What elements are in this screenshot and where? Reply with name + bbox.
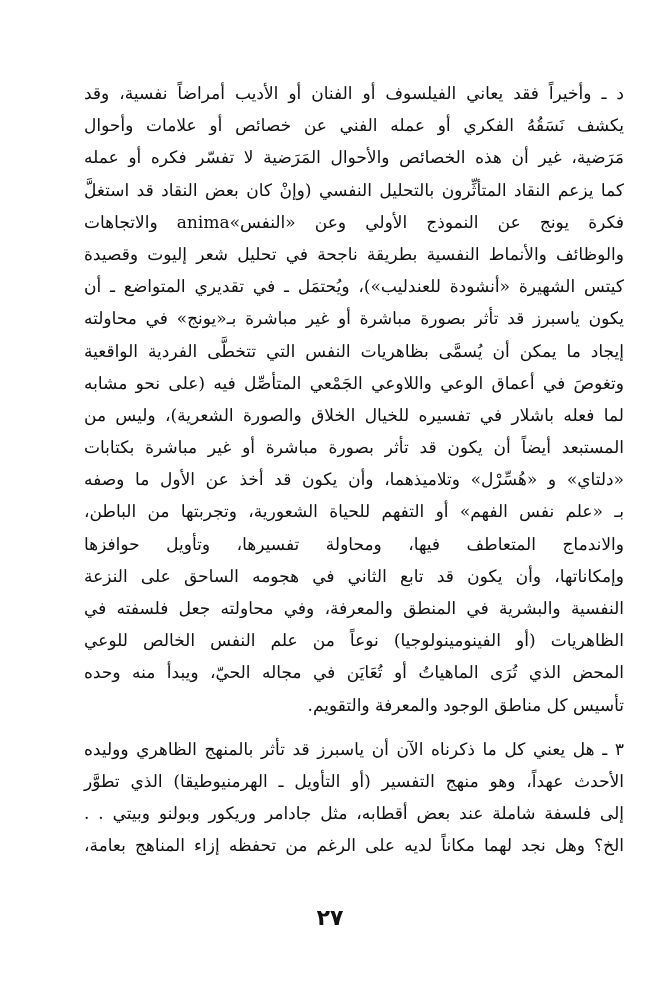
paragraph-gap bbox=[84, 722, 624, 734]
text-line: الخ؟ وهل نجد لهما مكاناً لديه على الرغم من تحفظه إزاء المناهج بعامة، bbox=[84, 836, 624, 857]
text-line: المستبعد أيضاً أن يكون قد تأثر بصورة مباشرة أو غير مباشرة بكتابات bbox=[84, 438, 624, 459]
text-line: وإمكاناتها، وأن يكون قد تابع الثاني في هجومه الساحق على النزعة bbox=[84, 566, 624, 587]
text-line: بـ «علم نفس الفهم» أو التفهم للحياة الشعورية، وتجربتها من الباطن، bbox=[84, 502, 624, 523]
text-line: يكون ياسبرز قد تأثر بصورة مباشرة أو غير مباشرة بـ«يونج» في محاولته bbox=[84, 309, 624, 330]
text-line: يكشف نَسَقُهُ الفكري أو عمله الفني عن خصائص أو علامات وأحوال bbox=[84, 116, 625, 137]
paragraph-d bbox=[84, 78, 624, 722]
text-line: النفسية والبشرية في المنطق والمعرفة، وفي محاولته جعل فلسفته في bbox=[84, 599, 624, 619]
paragraph-3 bbox=[84, 734, 624, 863]
body-text bbox=[84, 78, 624, 863]
text-line: فكرة يونج عن النموذج الأولي وعن «النفس»anima والاتجاهات bbox=[84, 212, 624, 233]
text-line: كيتس الشهيرة «أنشودة للعندليب»)، ويُحتمَل ـ في تقديري المتواضع ـ أن bbox=[84, 277, 624, 298]
text-line: والوظائف والأنماط النفسية بطريقة ناجحة في تحليل شعر إليوت وقصيدة bbox=[84, 244, 624, 265]
text-line: إلى فلسفة شاملة عند بعض أقطابه، مثل جادامر وريكور وبولنو وبيتي . . bbox=[84, 804, 624, 825]
text-line: والاندماج المتعاطف فيها، ومحاولة تفسيرها، وتأويل حوافزها bbox=[84, 534, 624, 555]
text-line: إيجاد ما يمكن أن يُسمَّى بظاهريات النفس التي تتخطَّى الفردية الواقعية bbox=[84, 341, 624, 362]
text-line: لما فعله باشلار في تفسيره للخيال الخلاق والصورة الشعرية)، وليس من bbox=[84, 405, 624, 426]
text-line: كما يزعم النقاد المتأثِّرون بالتحليل النفسي (وإنْ كان بعض النقاد قد استغلَّ bbox=[84, 180, 624, 201]
text-line: ٣ ـ هل يعني كل ما ذكرناه الآن أن ياسبرز قد تأثر بالمنهج الظاهري ووليده bbox=[84, 739, 624, 760]
page-number: ٢٧ bbox=[316, 906, 344, 931]
text-line: الأحدث عهداً، وهو منهج التفسير (أو التأويل ـ الهرمنيوطيقا) الذي تطوَّر bbox=[84, 771, 624, 792]
text-line: وتغوصَ في أعماق الوعي واللاوعي الجَمْعي المتأصِّل فيه (على نحو مشابه bbox=[84, 373, 624, 394]
text-line: المحض الذي تُرَى الماهياتُ أو تُعَايَن في مجاله الحيّ، ويبدأ منه وحده bbox=[84, 663, 624, 684]
text-line: تأسيس كل مناطق الوجود والمعرفة والتقويم. bbox=[307, 695, 624, 716]
text-line: د ـ وأخيراً فقد يعاني الفيلسوف أو الفنان أو الأديب أمراضاً نفسية، وقد bbox=[84, 84, 624, 104]
text-line: «دلتاي» و «هُسِّرْل» وتلاميذهما، وأن يكون قد أخذ عن الأول ما وصفه bbox=[84, 470, 624, 491]
text-line: مَرَضية، غير أن هذه الخصائص والأحوال المَرَضية لا تفسّر فكره أو عمله bbox=[84, 148, 624, 169]
text-line: الظاهريات (أو الفينومينولوجيا) نوعاً من علم النفس الخالص للوعي bbox=[84, 631, 624, 652]
